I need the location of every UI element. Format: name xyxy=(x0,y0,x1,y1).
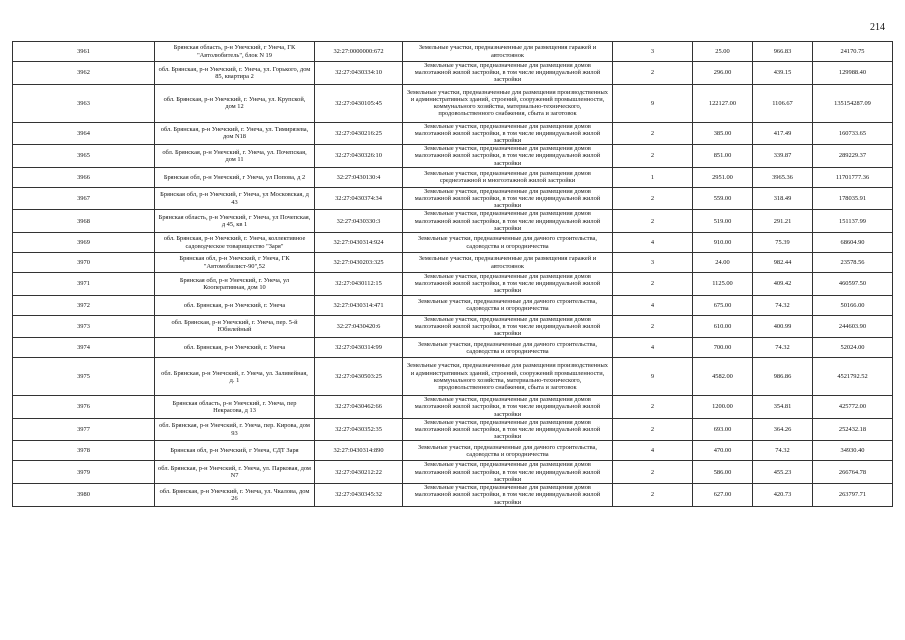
cadastral-number-cell: 32:27:0430130:4 xyxy=(315,167,403,187)
area-cell: 586.00 xyxy=(693,461,753,484)
area-cell: 2951.00 xyxy=(693,167,753,187)
address-cell: Брянская обл, р-н Унечский, г Унеча, СДТ Заря xyxy=(155,441,315,461)
area-cell: 24.00 xyxy=(693,253,753,273)
address-cell: обл. Брянская, р-н Унечский, г. Унеча, ул. Чкалова, дом 26 xyxy=(155,484,315,507)
table-row xyxy=(13,62,893,85)
cadastral-number-cell: 32:27:0430330:3 xyxy=(315,210,403,233)
area-cell: 675.00 xyxy=(693,295,753,315)
cadastral-number-cell: 32:27:0430105:45 xyxy=(315,84,403,122)
group-cell: 2 xyxy=(613,315,693,338)
address-cell: Брянская область, р-н Унечский, г Унеча, ул Почепская, д 45, кв 1 xyxy=(155,210,315,233)
specific-value-cell: 3965.36 xyxy=(753,167,813,187)
land-use-cell: Земельные участки, предназначенные для размещения домов малоэтажной жилой застройки, в том числе индивидуальной жилой застройки xyxy=(403,315,613,338)
table-row xyxy=(13,315,893,338)
row-number: 3968 xyxy=(13,210,155,233)
address-cell: обл. Брянская, р-н Унечский, г. Унеча, ул. Почепская, дом 11 xyxy=(155,145,315,168)
specific-value-cell: 74.32 xyxy=(753,338,813,358)
row-number: 3967 xyxy=(13,187,155,210)
row-number: 3972 xyxy=(13,295,155,315)
row-number: 3970 xyxy=(13,253,155,273)
cadastral-value-cell: 11701777.36 xyxy=(813,167,893,187)
cadastral-value-cell: 160733.65 xyxy=(813,122,893,145)
cadastral-number-cell: 32:27:0430334:10 xyxy=(315,62,403,85)
row-number: 3973 xyxy=(13,315,155,338)
cadastral-number-cell: 32:27:0430352:35 xyxy=(315,418,403,441)
address-cell: обл. Брянская, р-н Унечский, г. Унеча, пер. 5-й Юбилейный xyxy=(155,315,315,338)
specific-value-cell: 291.21 xyxy=(753,210,813,233)
cadastral-number-cell: 32:27:0430314:890 xyxy=(315,441,403,461)
cadastral-number-cell: 32:27:0430345:32 xyxy=(315,484,403,507)
cadastral-value-cell: 34930.40 xyxy=(813,441,893,461)
address-cell: обл. Брянская, р-н Унечский, г. Унеча, ул. Парковая, дом N7 xyxy=(155,461,315,484)
table-body xyxy=(13,42,893,507)
land-use-cell: Земельные участки, предназначенные для размещения домов малоэтажной жилой застройки, в том числе индивидуальной жилой застройки xyxy=(403,187,613,210)
land-use-cell: Земельные участки, предназначенные для размещения домов малоэтажной жилой застройки, в том числе индивидуальной жилой застройки xyxy=(403,145,613,168)
table-row xyxy=(13,358,893,396)
table-row xyxy=(13,233,893,253)
cadastral-number-cell: 32:27:0430503:25 xyxy=(315,358,403,396)
group-cell: 4 xyxy=(613,441,693,461)
specific-value-cell: 364.26 xyxy=(753,418,813,441)
land-use-cell: Земельные участки, предназначенные для размещения домов малоэтажной жилой застройки, в том числе индивидуальной жилой застройки xyxy=(403,484,613,507)
land-use-cell: Земельные участки, предназначенные для дачного строительства, садоводства и огородничества xyxy=(403,441,613,461)
land-use-cell: Земельные участки, предназначенные для дачного строительства, садоводства и огородничества xyxy=(403,338,613,358)
address-cell: Брянская обл, р-н Унечский, г Унеча, ГК "Автомобилист-90",52 xyxy=(155,253,315,273)
area-cell: 610.00 xyxy=(693,315,753,338)
cadastral-value-table xyxy=(12,41,893,507)
area-cell: 122127.00 xyxy=(693,84,753,122)
cadastral-number-cell: 32:27:0430112:15 xyxy=(315,273,403,296)
address-cell: обл. Брянская, р-н Унечский, г. Унеча, пер. Кирова, дом 93 xyxy=(155,418,315,441)
cadastral-number-cell: 32:27:0430374:34 xyxy=(315,187,403,210)
land-use-cell: Земельные участки, предназначенные для размещения домов малоэтажной жилой застройки, в том числе индивидуальной жилой застройки xyxy=(403,122,613,145)
cadastral-value-cell: 135154287.09 xyxy=(813,84,893,122)
address-cell: Брянская область, р-н Унечский, г. Унеча, пер Некрасова, д 13 xyxy=(155,396,315,419)
row-number: 3976 xyxy=(13,396,155,419)
specific-value-cell: 74.32 xyxy=(753,441,813,461)
area-cell: 693.00 xyxy=(693,418,753,441)
address-cell: обл. Брянская, р-н Унечский, г. Унеча xyxy=(155,338,315,358)
row-number: 3980 xyxy=(13,484,155,507)
table-row xyxy=(13,295,893,315)
cadastral-value-cell: 24170.75 xyxy=(813,42,893,62)
address-cell: обл. Брянская, р-н Унечский, г. Унеча, ул. Заливейная, д. 1 xyxy=(155,358,315,396)
area-cell: 851.00 xyxy=(693,145,753,168)
area-cell: 4582.00 xyxy=(693,358,753,396)
group-cell: 2 xyxy=(613,145,693,168)
land-use-cell: Земельные участки, предназначенные для размещения гаражей и автостоянок xyxy=(403,42,613,62)
row-number: 3963 xyxy=(13,84,155,122)
specific-value-cell: 986.86 xyxy=(753,358,813,396)
land-use-cell: Земельные участки, предназначенные для размещения домов малоэтажной жилой застройки, в том числе индивидуальной жилой застройки xyxy=(403,461,613,484)
area-cell: 296.00 xyxy=(693,62,753,85)
row-number: 3969 xyxy=(13,233,155,253)
table-row xyxy=(13,461,893,484)
row-number: 3962 xyxy=(13,62,155,85)
table-row xyxy=(13,484,893,507)
table-row xyxy=(13,273,893,296)
specific-value-cell: 439.15 xyxy=(753,62,813,85)
cadastral-value-cell: 178035.91 xyxy=(813,187,893,210)
cadastral-number-cell: 32:27:0430203:325 xyxy=(315,253,403,273)
specific-value-cell: 1106.67 xyxy=(753,84,813,122)
cadastral-value-cell: 252432.18 xyxy=(813,418,893,441)
cadastral-value-cell: 266764.78 xyxy=(813,461,893,484)
table-row xyxy=(13,187,893,210)
cadastral-number-cell: 32:27:0430314:924 xyxy=(315,233,403,253)
cadastral-number-cell: 32:27:0430420:6 xyxy=(315,315,403,338)
land-use-cell: Земельные участки, предназначенные для размещения домов малоэтажной жилой застройки, в том числе индивидуальной жилой застройки xyxy=(403,273,613,296)
group-cell: 4 xyxy=(613,295,693,315)
row-number: 3961 xyxy=(13,42,155,62)
table-row xyxy=(13,167,893,187)
specific-value-cell: 74.32 xyxy=(753,295,813,315)
specific-value-cell: 966.83 xyxy=(753,42,813,62)
group-cell: 2 xyxy=(613,187,693,210)
area-cell: 700.00 xyxy=(693,338,753,358)
land-use-cell: Земельные участки, предназначенные для дачного строительства, садоводства и огородничества xyxy=(403,295,613,315)
land-use-cell: Земельные участки, предназначенные для размещения производственных и административных зданий, строений, сооружений промышленности, коммунального хозяйства, материально-технического, продовольственного снабжения, сбыта и заготовок xyxy=(403,84,613,122)
land-use-cell: Земельные участки, предназначенные для размещения домов малоэтажной жилой застройки, в том числе индивидуальной жилой застройки xyxy=(403,418,613,441)
cadastral-value-cell: 460597.50 xyxy=(813,273,893,296)
row-number: 3966 xyxy=(13,167,155,187)
land-use-cell: Земельные участки, предназначенные для размещения домов малоэтажной жилой застройки, в том числе индивидуальной жилой застройки xyxy=(403,210,613,233)
cadastral-value-cell: 151137.99 xyxy=(813,210,893,233)
cadastral-value-cell: 4521792.52 xyxy=(813,358,893,396)
group-cell: 2 xyxy=(613,461,693,484)
group-cell: 9 xyxy=(613,84,693,122)
specific-value-cell: 339.87 xyxy=(753,145,813,168)
group-cell: 9 xyxy=(613,358,693,396)
table-row xyxy=(13,210,893,233)
cadastral-value-cell: 244603.90 xyxy=(813,315,893,338)
address-cell: обл. Брянская, р-н Унечский, г. Унеча, коллективное садоводческое товарищество "Заря" xyxy=(155,233,315,253)
group-cell: 2 xyxy=(613,484,693,507)
cadastral-value-cell: 263797.71 xyxy=(813,484,893,507)
area-cell: 519.00 xyxy=(693,210,753,233)
group-cell: 1 xyxy=(613,167,693,187)
area-cell: 1125.00 xyxy=(693,273,753,296)
table-row xyxy=(13,253,893,273)
specific-value-cell: 75.39 xyxy=(753,233,813,253)
group-cell: 2 xyxy=(613,273,693,296)
table-row xyxy=(13,145,893,168)
cadastral-number-cell: 32:27:0430462:66 xyxy=(315,396,403,419)
table-row xyxy=(13,122,893,145)
specific-value-cell: 400.99 xyxy=(753,315,813,338)
land-use-cell: Земельные участки, предназначенные для размещения домов малоэтажной жилой застройки, в том числе индивидуальной жилой застройки xyxy=(403,396,613,419)
address-cell: Брянская область, р-н Унечский, г Унеча, ГК "Автолюбитель", блок N 19 xyxy=(155,42,315,62)
area-cell: 1200.00 xyxy=(693,396,753,419)
area-cell: 25.00 xyxy=(693,42,753,62)
group-cell: 4 xyxy=(613,233,693,253)
address-cell: Брянская обл, р-н Унечский, г. Унеча, ул Кооперативная, дом 10 xyxy=(155,273,315,296)
specific-value-cell: 354.81 xyxy=(753,396,813,419)
row-number: 3974 xyxy=(13,338,155,358)
group-cell: 3 xyxy=(613,253,693,273)
land-use-cell: Земельные участки, предназначенные для размещения домов малоэтажной жилой застройки, в том числе индивидуальной жилой застройки xyxy=(403,62,613,85)
address-cell: Брянская обл, р-н Унечский, г Унеча, ул Попова, д 2 xyxy=(155,167,315,187)
specific-value-cell: 409.42 xyxy=(753,273,813,296)
specific-value-cell: 318.49 xyxy=(753,187,813,210)
group-cell: 2 xyxy=(613,396,693,419)
row-number: 3964 xyxy=(13,122,155,145)
row-number: 3965 xyxy=(13,145,155,168)
area-cell: 627.00 xyxy=(693,484,753,507)
cadastral-value-cell: 68604.90 xyxy=(813,233,893,253)
cadastral-value-cell: 52024.00 xyxy=(813,338,893,358)
address-cell: обл. Брянская, р-н Унечский, г. Унеча, ул. Тимирязева, дом N18 xyxy=(155,122,315,145)
area-cell: 910.00 xyxy=(693,233,753,253)
address-cell: обл. Брянская, р-н Унечский, г. Унеча, ул. Крупской, дом 12 xyxy=(155,84,315,122)
group-cell: 2 xyxy=(613,418,693,441)
area-cell: 559.00 xyxy=(693,187,753,210)
specific-value-cell: 982.44 xyxy=(753,253,813,273)
land-use-cell: Земельные участки, предназначенные для дачного строительства, садоводства и огородничества xyxy=(403,233,613,253)
cadastral-number-cell: 32:27:0000000:672 xyxy=(315,42,403,62)
cadastral-number-cell: 32:27:0430326:10 xyxy=(315,145,403,168)
area-cell: 470.00 xyxy=(693,441,753,461)
page-number: 214 xyxy=(870,22,885,33)
address-cell: обл. Брянская, р-н Унечский, г. Унеча, ул. Горького, дом 85, квартира 2 xyxy=(155,62,315,85)
land-use-cell: Земельные участки, предназначенные для размещения гаражей и автостоянок xyxy=(403,253,613,273)
cadastral-value-cell: 23578.56 xyxy=(813,253,893,273)
table-row xyxy=(13,441,893,461)
cadastral-number-cell: 32:27:0430212:22 xyxy=(315,461,403,484)
address-cell: обл. Брянская, р-н Унечский, г. Унеча xyxy=(155,295,315,315)
specific-value-cell: 417.49 xyxy=(753,122,813,145)
table-row xyxy=(13,338,893,358)
cadastral-value-cell: 50166.00 xyxy=(813,295,893,315)
row-number: 3975 xyxy=(13,358,155,396)
address-cell: Брянская обл, р-н Унечский, г Унеча, ул Московская, д 43 xyxy=(155,187,315,210)
cadastral-number-cell: 32:27:0430314:471 xyxy=(315,295,403,315)
table-row xyxy=(13,418,893,441)
table-row xyxy=(13,42,893,62)
row-number: 3978 xyxy=(13,441,155,461)
specific-value-cell: 420.73 xyxy=(753,484,813,507)
table-row xyxy=(13,84,893,122)
cadastral-value-cell: 425772.00 xyxy=(813,396,893,419)
cadastral-value-cell: 289229.37 xyxy=(813,145,893,168)
group-cell: 2 xyxy=(613,122,693,145)
group-cell: 2 xyxy=(613,210,693,233)
area-cell: 385.00 xyxy=(693,122,753,145)
row-number: 3971 xyxy=(13,273,155,296)
cadastral-value-cell: 129988.40 xyxy=(813,62,893,85)
cadastral-number-cell: 32:27:0430216:25 xyxy=(315,122,403,145)
table-row xyxy=(13,396,893,419)
row-number: 3979 xyxy=(13,461,155,484)
group-cell: 3 xyxy=(613,42,693,62)
group-cell: 2 xyxy=(613,62,693,85)
land-use-cell: Земельные участки, предназначенные для размещения производственных и административных зданий, строений, сооружений промышленности, коммунального хозяйства, материально-технического, продовольственного снабжения, сбыта и заготовок xyxy=(403,358,613,396)
land-use-cell: Земельные участки, предназначенные для размещения домов среднеэтажной и многоэтажной жилой застройки xyxy=(403,167,613,187)
row-number: 3977 xyxy=(13,418,155,441)
cadastral-number-cell: 32:27:0430314:99 xyxy=(315,338,403,358)
group-cell: 4 xyxy=(613,338,693,358)
specific-value-cell: 455.23 xyxy=(753,461,813,484)
